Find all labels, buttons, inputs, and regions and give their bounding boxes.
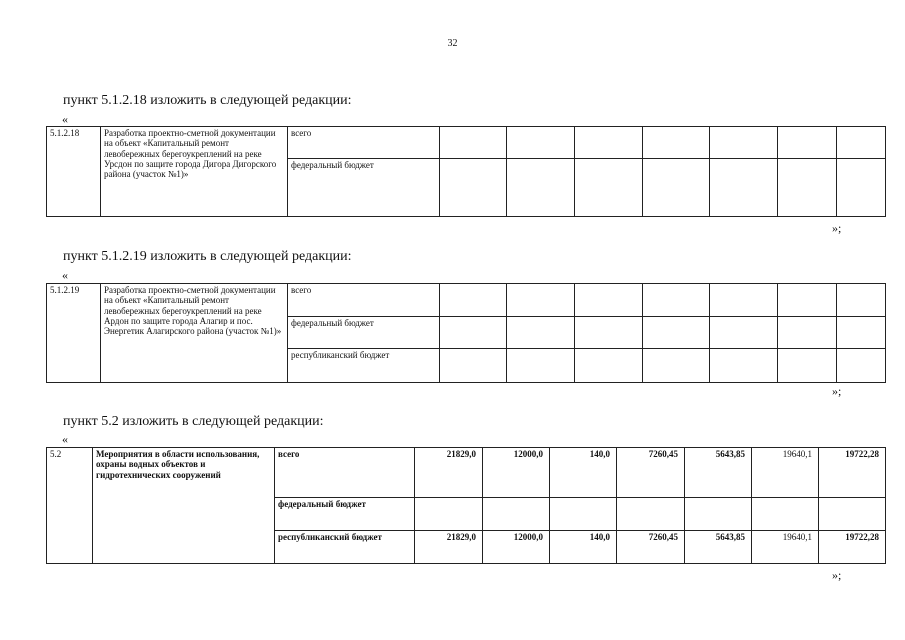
value-cell: 5643,85 xyxy=(685,448,752,498)
value-cell: 7260,45 xyxy=(617,531,685,564)
row-title: Мероприятия в области использования, охраны водных объектов и гидротехнических сооружений xyxy=(93,448,275,564)
value-cell xyxy=(752,498,819,531)
value-cell xyxy=(710,159,778,217)
page-number: 32 xyxy=(447,38,458,49)
source-label: всего xyxy=(288,127,440,159)
value-cell xyxy=(837,159,886,217)
value-cell xyxy=(617,498,685,531)
value-cell: 12000,0 xyxy=(483,531,550,564)
value-cell xyxy=(440,317,507,349)
value-cell xyxy=(507,317,575,349)
source-label: всего xyxy=(288,284,440,317)
opening-quote: « xyxy=(62,432,68,446)
table-row xyxy=(47,284,886,317)
row-title: Разработка проектно-сметной документации на объект «Капитальный ремонт левобережных берегоукреплений на реке Ардон по защите города Алагир и пос. Энергетик Алагирского района (участок №1)» xyxy=(101,284,288,383)
value-cell xyxy=(837,349,886,383)
value-cell xyxy=(778,159,837,217)
table-5-2 xyxy=(46,447,886,564)
value-cell xyxy=(710,349,778,383)
section-heading-5-2: пункт 5.2 изложить в следующей редакции: xyxy=(63,414,324,429)
value-cell xyxy=(643,127,710,159)
source-label: федеральный бюджет xyxy=(288,159,440,217)
source-label: всего xyxy=(275,448,415,498)
value-cell xyxy=(575,127,643,159)
section-heading-5-1-2-19: пункт 5.1.2.19 изложить в следующей редакции: xyxy=(63,249,352,264)
value-cell xyxy=(575,317,643,349)
row-code: 5.1.2.18 xyxy=(47,127,101,217)
value-cell xyxy=(507,127,575,159)
value-cell xyxy=(483,498,550,531)
value-cell xyxy=(643,317,710,349)
value-cell: 19722,28 xyxy=(819,531,886,564)
table-5-1-2-19 xyxy=(46,283,886,383)
row-title: Разработка проектно-сметной документации на объект «Капитальный ремонт левобережных берегоукреплений на реке Урсдон по защите города Дигора Дигорского района (участок №1)» xyxy=(101,127,288,217)
value-cell xyxy=(507,159,575,217)
value-cell xyxy=(837,317,886,349)
value-cell: 19640,1 xyxy=(752,448,819,498)
closing-quote: »; xyxy=(832,568,842,582)
value-cell xyxy=(643,159,710,217)
value-cell: 140,0 xyxy=(550,448,617,498)
value-cell xyxy=(507,284,575,317)
value-cell: 7260,45 xyxy=(617,448,685,498)
value-cell xyxy=(837,127,886,159)
value-cell xyxy=(778,349,837,383)
row-code: 5.1.2.19 xyxy=(47,284,101,383)
value-cell xyxy=(685,498,752,531)
value-cell xyxy=(819,498,886,531)
value-cell xyxy=(415,498,483,531)
value-cell xyxy=(778,127,837,159)
source-label: федеральный бюджет xyxy=(275,498,415,531)
opening-quote: « xyxy=(62,112,68,126)
value-cell xyxy=(643,284,710,317)
source-label: республиканский бюджет xyxy=(275,531,415,564)
value-cell xyxy=(575,284,643,317)
value-cell xyxy=(710,284,778,317)
table-5-1-2-18 xyxy=(46,126,886,217)
source-label: федеральный бюджет xyxy=(288,317,440,349)
closing-quote: »; xyxy=(832,221,842,235)
value-cell xyxy=(575,349,643,383)
value-cell xyxy=(575,159,643,217)
value-cell xyxy=(440,284,507,317)
value-cell: 21829,0 xyxy=(415,531,483,564)
value-cell xyxy=(440,127,507,159)
value-cell xyxy=(778,284,837,317)
table-row xyxy=(47,448,886,498)
value-cell xyxy=(440,349,507,383)
value-cell: 19722,28 xyxy=(819,448,886,498)
value-cell: 21829,0 xyxy=(415,448,483,498)
value-cell xyxy=(643,349,710,383)
value-cell xyxy=(837,284,886,317)
section-heading-5-1-2-18: пункт 5.1.2.18 изложить в следующей редакции: xyxy=(63,93,352,108)
opening-quote: « xyxy=(62,268,68,282)
row-code: 5.2 xyxy=(47,448,93,564)
value-cell xyxy=(778,317,837,349)
value-cell: 19640,1 xyxy=(752,531,819,564)
value-cell xyxy=(710,127,778,159)
value-cell: 5643,85 xyxy=(685,531,752,564)
value-cell xyxy=(440,159,507,217)
value-cell: 140,0 xyxy=(550,531,617,564)
source-label: республиканский бюджет xyxy=(288,349,440,383)
value-cell xyxy=(550,498,617,531)
value-cell: 12000,0 xyxy=(483,448,550,498)
table-row xyxy=(47,127,886,159)
closing-quote: »; xyxy=(832,384,842,398)
value-cell xyxy=(507,349,575,383)
value-cell xyxy=(710,317,778,349)
